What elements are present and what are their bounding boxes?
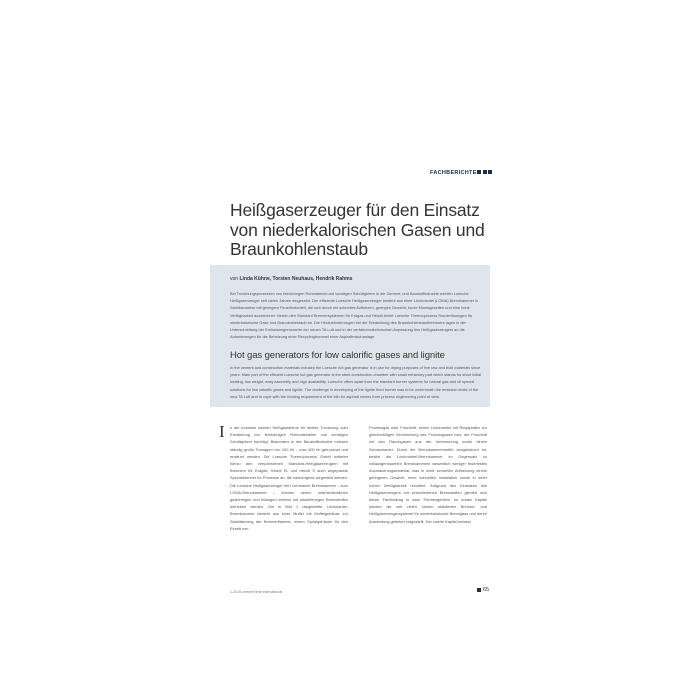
authors: Linda Kühne, Torsten Neuhaus, Hendrik Rahms [239, 276, 353, 282]
drop-cap: I [219, 422, 225, 441]
footer-publication: 1-2016 cement lime international [230, 590, 283, 594]
section-marker-icon [477, 170, 492, 174]
article-title: Heißgaserzeuger für den Einsatz von niederkalorischen Gasen und Braunkohlenstaub [230, 200, 485, 260]
section-label: FACHBERICHTE [430, 170, 477, 176]
abstract-german: Bei Trocknungsprozessen von feinkörnigen Rohmaterial und sonstigen Schüttgütern in der Zement- und Baustoffindustrie werden Loesche Heißgaserzeuger seit vielen Jahren eingesetzt. Der effiziente Loesche Heißgaserzeuger besteht aus einer Löchmantel (LOMA) Brennkammer in Stahlbauweise mit geringem Feuerfestanteil, die sich durch ein schnelles Aufheizen, geringes Gewicht, kurze Montagezeiten und eine hohe Verfügbarkeit auszeichnet. Neben den Standard Brennersystemen für Erdgas und Heizöl bietet Loesche Thermoprozess Sonderlösungen für niederkalorische Gase und Braunkohlestaub an. Die Herausforderungen bei der Entwicklung des Braunkohlenstaubbrenners lagen in der Unterschreitung der Emissionsgrenzwerte der neuen TA Luft und in der verfahrenstechnischen Anpassung des Heißgaserzeugers an die Anforderungen für die Beheizung einer Recyclingtrommel einer Asphaltmischanlage. [230, 291, 479, 340]
page-number: 65 [483, 587, 490, 593]
page-marker-icon [477, 588, 481, 592]
byline [230, 276, 352, 282]
abstract-english: In the cement and construction materials industry the Loesche hot gas generator is in use for drying purposes of fine raw and bulk materials since years. Main part of the efficient Loesche hot gas generator is the steel-construction chamber with small refractory part which stands for short initial heating, low weight, easy assembly and high availability. Loesche offers apart from the standard burner systems for natural gas and oil special solutions for low calorific gases and lignite. The challenge in developing of the lignite fired burner was to be underneath the emission limits of the new TA Luft and to cope with the heating requirement of the kiln for asphalt mixers from process engineering point of view. [230, 365, 481, 399]
byline-prefix: von [230, 276, 239, 282]
body-column-right: Prozessgas oder Frischluft, einem Löchmantel mit Ringspalten zur gleichmäßigen Vermischung des Prozessgases bzw. der Frischluft mit den Rauchgasen aus der Verbrennung sowie einem Schutzmantel. Durch die Brennkammermuffel ausgestauert ist, besitzt die Löchmantel-Brennkammer im Gegensatz zu vollausgemauerten Brennkammern wesentlich weniger feuerfestes Ausmauerungsmaterial, was in einer schnellen Aufheizung einem geringeren Gewicht, einer schnellen Installation sowie in einer hohen Verfügbarkeit resultiert. Aufgrund des Einsatzes des Heißgaserzeugers mit verschiedenen Brennstoffen gliedert sich dieser Fachbeitrag in zwei Themengebiete. Im ersten Kapitel werden die seit vielen Jahren etablierten Brenner- und Heißgaserzeugersysteme für niederkalorische Brenngase und deren Anwendung gebeten vorgestellt. Der zweite Kapitel befasst [369, 425, 487, 524]
footer-page [477, 587, 489, 593]
english-title: Hot gas generators for low calorific gases and lignite [230, 350, 445, 361]
body-column-left: n der Industrie werden Heißgasströme für direkte Trocknung oder Erwärmung von feinkörnigen Rohmaterialien und sonstigen Schüttgütern benötigt. Besonders in der Baustoffindustrie müssen ständig große Tonnagen von 100 t/h – max 400 t/h getrocknet und erwärmt werden. Die Loesche Thermoprozess GmbH beliefert hierzu den verschiedenen Standard-Heißgaserzeugern mit Brennern für Erdgas, Heizöl EL und Heizöl S auch angepasste Spezialbrenner für Prozesse an, die nachfolgend vorgestellt werden. Die Loesche Heißgaserzeuger mit Löchmantel-Brennkammer – kurz LOMA-Brennkammer – können neben unterschiedlichen gasförmigen und flüssigen ebenso mit staubförmigen Brennstoffen betrieben werden. Die in Bild 1 dargestellte Löchmantel-Brennkammer besteht aus einer Muffel mit Muffelgehäuse zur Stabilisierung der Brennerflamme, einem Spiralgehäuse für den Eintritt von [230, 425, 348, 531]
